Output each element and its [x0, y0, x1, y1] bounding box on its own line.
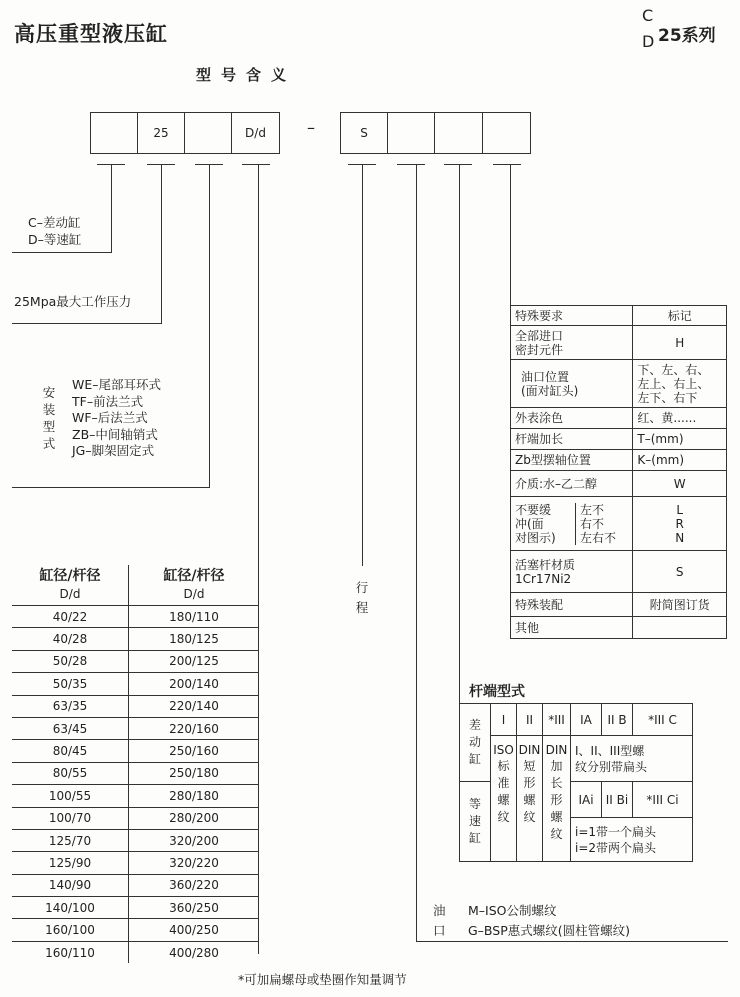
series-text: 25系列 [658, 26, 716, 46]
diameter-cell: 40/22 [12, 606, 129, 628]
oil-port-m: M–ISO公制螺纹 [468, 903, 557, 918]
diameter-cell: 250/180 [129, 762, 260, 784]
diameter-cell: 320/220 [129, 852, 260, 874]
diameter-table [12, 565, 259, 963]
table-row [12, 919, 259, 941]
diameter-cell: 280/180 [129, 785, 260, 807]
diameter-cell: 140/100 [12, 897, 129, 919]
special-requirements-table: 特殊要求 标记 全部进口 密封元件 H 油口位置 (面对缸头) 下、左、右、 左上、右上、 左下、右下 外表涂色 红、黄...... 杆端加长 T–(mm) Zb型摆轴位置 K–(mm) 介质:水–乙二醇 W 不要缓 冲(面 对图示) 左不 右不 左右不 L R N 活塞杆材质 1Cr17Ni2 S 特殊装配 附简图订货 其他 [510, 305, 727, 639]
special-header-req: 特殊要求 [511, 306, 633, 326]
table-row [12, 829, 259, 851]
mount-tf: TF–前法兰式 [72, 393, 144, 409]
diameter-cell: 100/55 [12, 785, 129, 807]
diameter-header-1: 缸径/杆径 [12, 565, 129, 585]
mount-types [72, 377, 161, 460]
table-row [12, 941, 259, 963]
rod-end-table: 差 动 缸 I II *III IA II B *III C ISO 标 准 螺 纹 DIN 短 形 螺 纹 DIN 加 长 形 螺 纹 I、II、III型螺 纹分别带扁头 等 速 缸 IAi II Bi *III Ci i=1带一个扁头 i=2带两个扁头 [459, 703, 693, 862]
table-row [12, 650, 259, 672]
diameter-cell: 360/250 [129, 897, 260, 919]
table-row [12, 628, 259, 650]
model-box-6 [387, 112, 435, 154]
table-row [12, 897, 259, 919]
table-row [12, 852, 259, 874]
oil-port-label: 油 口 [433, 903, 446, 938]
model-box-7 [434, 112, 483, 154]
oil-port-g: G–BSP惠式螺纹(圆柱管螺纹) [468, 923, 631, 938]
model-box-4: D/d [231, 112, 280, 154]
diameter-sub-2: D/d [183, 587, 205, 601]
series-d: D [642, 32, 655, 51]
model-box-2: 25 [137, 112, 185, 154]
table-row [12, 717, 259, 739]
diameter-cell: 200/125 [129, 650, 260, 672]
diameter-cell: 50/28 [12, 650, 129, 672]
special-header-mark: 标记 [633, 306, 727, 326]
mount-side-label: 安 装 型 式 [42, 385, 56, 451]
page-title: 高压重型液压缸 [14, 22, 168, 46]
table-row [12, 695, 259, 717]
pressure-label: 25Mpa最大工作压力 [14, 294, 132, 309]
mount-wf: WF–后法兰式 [72, 410, 148, 425]
table-row [12, 673, 259, 695]
mount-zb: ZB–中间轴销式 [72, 426, 158, 442]
model-box-1 [90, 112, 138, 154]
footnote: *可加扁螺母或垫圈作知量调节 [238, 972, 407, 987]
diameter-cell: 63/45 [12, 717, 129, 739]
cylinder-type-c: C–差动缸 [28, 215, 81, 230]
diameter-sub-1: D/d [12, 585, 129, 606]
series-c: C [642, 6, 654, 25]
diameter-cell: 200/140 [129, 673, 260, 695]
diameter-header-2: 缸径/杆径 [163, 568, 225, 584]
diameter-cell: 40/28 [12, 628, 129, 650]
table-row [12, 785, 259, 807]
diameter-cell: 280/200 [129, 807, 260, 829]
diameter-cell: 100/70 [12, 807, 129, 829]
diameter-cell: 250/160 [129, 740, 260, 762]
diameter-cell: 160/110 [12, 941, 129, 963]
mount-we: WE–尾部耳环式 [72, 377, 162, 392]
diameter-cell: 220/140 [129, 695, 260, 717]
diameter-cell: 320/200 [129, 829, 260, 851]
diameter-cell: 160/100 [12, 919, 129, 941]
diameter-cell: 125/70 [12, 829, 129, 851]
diameter-cell: 180/110 [129, 606, 260, 628]
section-subtitle: 型号含义 [196, 66, 297, 84]
diameter-cell: 125/90 [12, 852, 129, 874]
mount-jg: JG–脚架固定式 [72, 443, 155, 458]
diameter-cell: 80/45 [12, 740, 129, 762]
model-box-3 [184, 112, 232, 154]
diameter-cell: 400/250 [129, 919, 260, 941]
diameter-cell: 50/35 [12, 673, 129, 695]
series-label [642, 6, 737, 52]
table-row [12, 740, 259, 762]
diameter-cell: 180/125 [129, 628, 260, 650]
stroke-label: 行 程 [355, 580, 369, 615]
rod-end-title: 杆端型式 [469, 684, 525, 700]
table-row [12, 606, 259, 628]
diameter-cell: 400/280 [129, 941, 260, 963]
model-dash: – [307, 118, 315, 137]
table-row [12, 762, 259, 784]
diameter-cell: 360/220 [129, 874, 260, 896]
cylinder-type-d: D–等速缸 [28, 232, 82, 247]
table-row [12, 807, 259, 829]
oil-port-threads [468, 901, 630, 941]
diameter-cell: 80/55 [12, 762, 129, 784]
model-box-8 [482, 112, 531, 154]
diameter-cell: 63/35 [12, 695, 129, 717]
diameter-cell: 220/160 [129, 717, 260, 739]
table-row [12, 874, 259, 896]
model-box-5: S [340, 112, 388, 154]
diameter-cell: 140/90 [12, 874, 129, 896]
